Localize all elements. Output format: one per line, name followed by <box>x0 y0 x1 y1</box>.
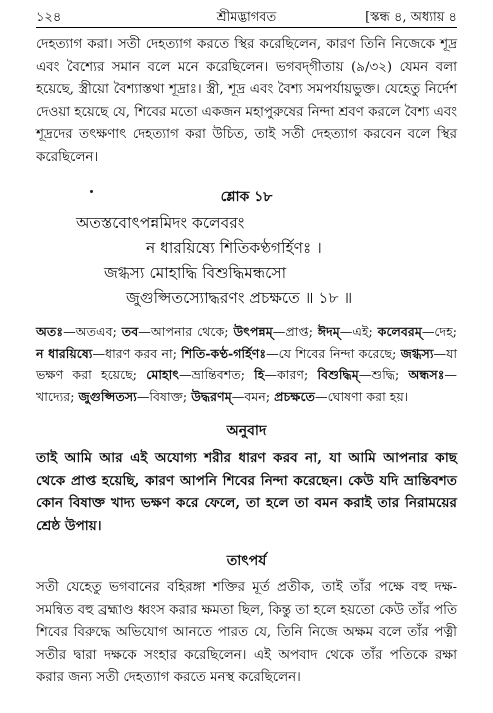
synonym-meaning: আপনার থেকে <box>150 324 225 339</box>
verse-line: জুগুপ্সিতস্যোদ্ধরণং প্রচক্ষতে ॥ ১৮ ॥ <box>126 289 353 307</box>
synonym-meaning: কারণ <box>277 367 305 382</box>
synonym-term: তব <box>121 324 139 339</box>
synonym-term: জগ্ধস্য <box>400 345 434 361</box>
synonym-term: হি <box>254 367 265 382</box>
synonym-meaning: বমন <box>244 388 266 404</box>
verse-line: জগ্ধস্য মোহাদ্ধি বিশুদ্ধিমন্ধসো <box>104 264 287 282</box>
synonym-meaning: শুদ্ধি <box>371 367 396 382</box>
synonym-meaning: বিষাক্ত <box>149 388 183 404</box>
purport-heading: তাৎপর্য <box>226 553 267 569</box>
verse-line: অতস্তবোৎপন্নমিদং কলেবরং <box>76 214 245 232</box>
synonym-term: মোহাৎ <box>146 367 180 382</box>
synonym-term: উদ্ধরণম্ <box>191 388 232 404</box>
synonym-meaning: প্রাপ্ত <box>285 324 309 339</box>
synonym-term: বিশুদ্ধিম্ <box>317 367 359 382</box>
synonym-term: অতঃ <box>36 324 64 339</box>
synonym-term: প্রচক্ষতে <box>274 388 315 404</box>
section-reference: [স্কন্ধ ৪, অধ্যায় ৪ <box>365 10 457 25</box>
synonym-meaning: ধারণ করব না <box>105 345 173 361</box>
synonym-meaning: ভ্রান্তিবশত <box>191 367 241 382</box>
page-number: ১২৪ <box>36 10 62 25</box>
synonym-term: ন ধারয়িষ্যে <box>36 345 93 361</box>
verse-block <box>36 211 457 311</box>
verse-heading: শ্লোক ১৮ <box>220 189 273 205</box>
synonym-term: ঈদম্ <box>317 324 340 339</box>
translation-heading: অনুবাদ <box>226 423 267 439</box>
synonym-term: শিতি-কণ্ঠ-গর্হিণঃ <box>181 345 267 361</box>
header-rule <box>36 27 457 28</box>
page-header <box>36 8 457 26</box>
synonym-meaning: ঘোষণা করা হয়। <box>327 388 409 404</box>
purport-text: সতী যেহেতু ভগবানের বহিরঙ্গা শক্তির মূর্ত প্রতীক, তাই তাঁর পক্ষে বহু দক্ষ-সমন্বিত বহু ব্রহ্মাণ্ড ধ্বংস করার ক্ষমতা ছিল, কিন্তু তা হলে হয়তো কেউ তাঁর পতি শিবের বিরুদ্ধে অভিযোগ আনতে পারত যে, তিনি নিজে অক্ষম বলে তাঁর পত্নী সতীর দ্বারা দক্ষকে সংহার করেছিলেন। এই অপবাদ থেকে তাঁর পতিকে রক্ষা করার জন্য সতী দেহত্যাগ করতে মনস্থ করেছিলেন। <box>36 580 457 685</box>
synonym-meaning: দেহ <box>434 324 453 339</box>
synonym-meaning: খাদ্যের <box>36 388 71 404</box>
synonym-term: কলেবরম্ <box>377 324 422 339</box>
synonym-meaning: যা ভক্ষণ করা হয়েছে <box>36 345 457 382</box>
synonym-term: উৎপন্নম্ <box>233 324 273 339</box>
synonym-meaning: যে শিবের নিন্দা করেছে <box>278 345 393 361</box>
synonym-meaning: এই <box>352 324 369 339</box>
running-title: শ্রীমদ্ভাগবত <box>216 10 277 25</box>
synonym-term: জুগুপ্সিতস্য <box>78 388 137 404</box>
intro-paragraph: দেহত্যাগ করা। সতী দেহত্যাগ করতে স্থির করেছিলেন, কারণ তিনি নিজেকে শূদ্র এবং বৈশ্যের সমান বলে মনে করেছিলেন। ভগবদ্‌গীতায় (৯/৩২) যেমন বলা হয়েছে, স্ত্রীয়ো বৈশ্যাস্তথা শূদ্রাঃ। স্ত্রী, শূদ্র এবং বৈশ্য সমপর্যায়ভুক্ত। যেহেতু নির্দেশ দেওয়া হয়েছে যে, শিবের মতো একজন মহাপুরুষের নিন্দা শ্রবণ করলে বৈশ্য এবং শূদ্রদের তৎক্ষণাৎ দেহত্যাগ করা উচিত, তাই সতী দেহত্যাগ করবেন বলে স্থির করেছিলেন। <box>36 37 457 165</box>
synonym-meaning: অতএব <box>75 324 113 339</box>
word-for-word-synonyms: অতঃ—অতএব; তব—আপনার থেকে; উৎপন্নম্—প্রাপ্ত; ঈদম্—এই; কলেবরম্—দেহ; ন ধারয়িষ্যে—ধারণ করব না; শিতি-কণ্ঠ-গর্হিণঃ—যে শিবের নিন্দা করেছে; জগ্ধস্য—যা ভক্ষণ করা হয়েছে; মোহাৎ—ভ্রান্তিবশত; হি—কারণ; বিশুদ্ধিম্—শুদ্ধি; অন্ধসঃ—খাদ্যের; জুগুপ্সিতস্য—বিষাক্ত; উদ্ধরণম্—বমন; প্রচক্ষতে—ঘোষণা করা হয়। <box>36 324 458 404</box>
verse-line: ন ধারয়িষ্যে শিতিকণ্ঠগর্হিণঃ । <box>146 239 322 257</box>
translation-text: তাই আমি আর এই অযোগ্য শরীর ধারণ করব না, যা আমি আপনার কাছ থেকে প্রাপ্ত হয়েছি, কারণ আপনি শিবের নিন্দা করেছেন। কেউ যদি ভ্রান্তিবশত কোন বিষাক্ত খাদ্য ভক্ষণ করে ফেলে, তা হলে তা বমন করাই তার নিরাময়ের শ্রেষ্ঠ উপায়। <box>36 450 457 534</box>
synonym-term: অন্ধসঃ <box>408 367 445 382</box>
page-body <box>36 34 457 690</box>
